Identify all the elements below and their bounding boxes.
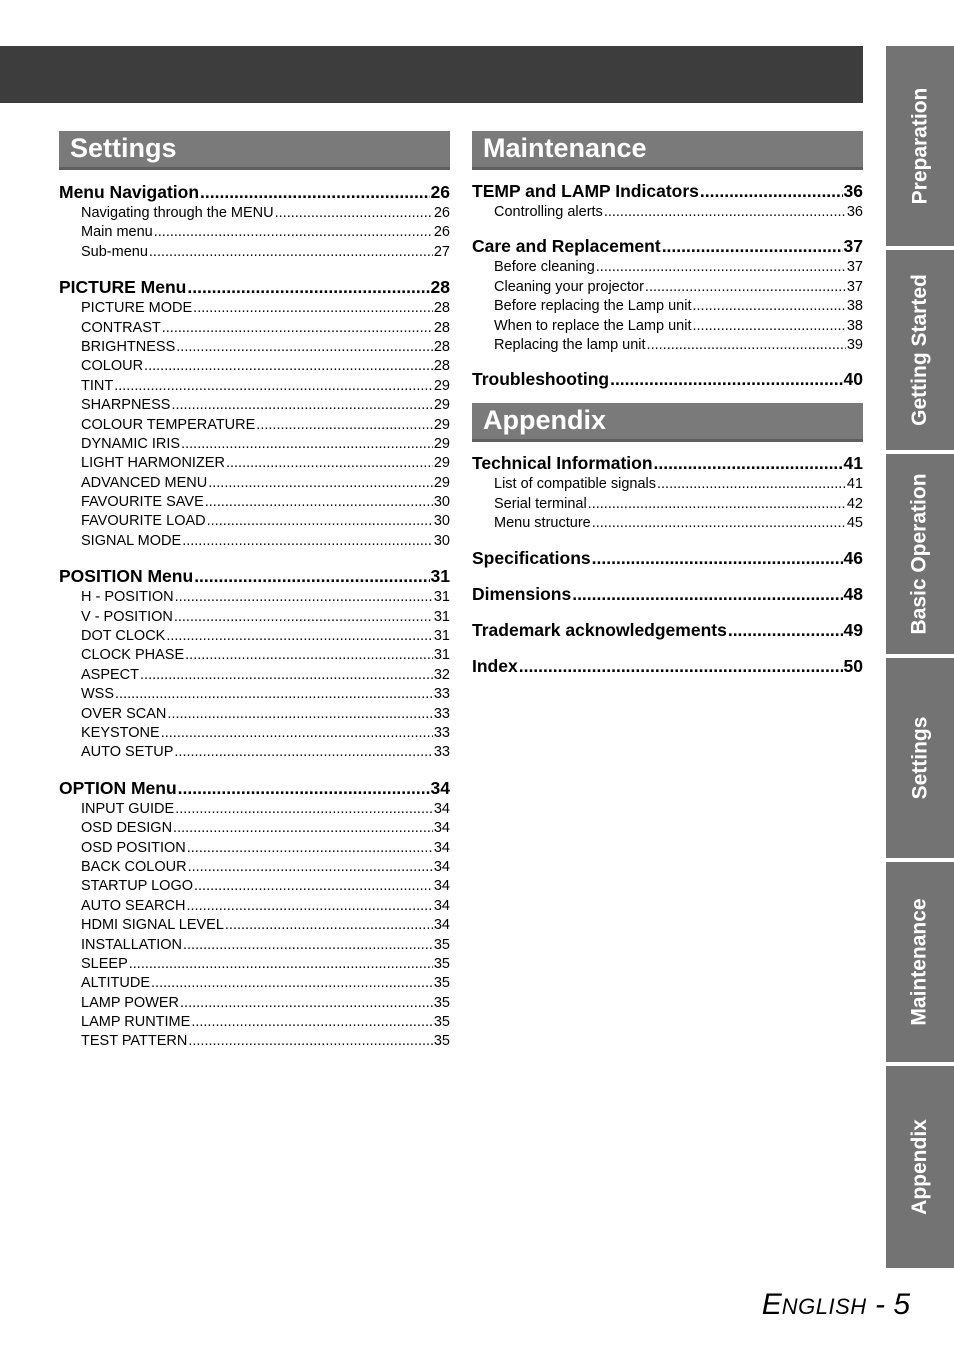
right-column xyxy=(472,131,863,678)
dot-leader xyxy=(166,627,433,646)
dot-leader xyxy=(187,839,433,858)
toc-entry-title: CLOCK PHASE xyxy=(81,647,185,664)
toc-page-number: 28 xyxy=(433,300,450,317)
toc-item[interactable] xyxy=(59,588,450,607)
toc-heading[interactable] xyxy=(59,564,450,588)
dot-leader xyxy=(161,724,433,743)
toc-page-number: 37 xyxy=(846,278,863,295)
toc-entry-title: BRIGHTNESS xyxy=(81,338,176,355)
toc-page-number: 34 xyxy=(433,839,450,856)
toc-page-number: 31 xyxy=(433,647,450,664)
toc-group xyxy=(472,546,863,570)
toc-item[interactable] xyxy=(472,258,863,277)
toc-item[interactable] xyxy=(59,1032,450,1051)
toc-page-number: 30 xyxy=(433,532,450,549)
dot-leader xyxy=(693,297,846,316)
toc-entry-title: BACK COLOUR xyxy=(81,858,187,875)
dot-leader xyxy=(657,475,846,494)
toc-page-number: 35 xyxy=(433,936,450,953)
toc-page-number: 29 xyxy=(433,397,450,414)
toc-item[interactable] xyxy=(59,936,450,955)
toc-page-number: 26 xyxy=(433,205,450,221)
toc-entry-title: OPTION Menu xyxy=(59,777,177,798)
toc-item[interactable] xyxy=(59,627,450,646)
toc-heading[interactable] xyxy=(472,367,863,391)
toc-page-number: 33 xyxy=(433,705,450,722)
toc-group xyxy=(472,582,863,606)
dot-leader xyxy=(188,858,433,877)
dot-leader xyxy=(604,203,846,222)
dot-leader xyxy=(700,179,843,203)
toc-item[interactable] xyxy=(59,357,450,376)
toc-heading[interactable] xyxy=(59,776,450,800)
toc-entry-title: ALTITUDE xyxy=(81,975,151,992)
toc-item[interactable] xyxy=(59,897,450,916)
toc-page-number: 48 xyxy=(843,583,863,604)
toc-group xyxy=(59,564,450,763)
dot-leader xyxy=(176,338,433,357)
section-title-settings: Settings xyxy=(59,131,450,170)
toc-page-number: 34 xyxy=(430,777,450,798)
toc-entry-title: Care and Replacement xyxy=(472,236,661,257)
toc-entry-title: V - POSITION xyxy=(81,608,173,625)
toc-heading[interactable] xyxy=(472,234,863,258)
toc-item[interactable] xyxy=(59,319,450,338)
toc-group xyxy=(472,367,863,391)
toc-entry-title: LAMP POWER xyxy=(81,994,180,1011)
dot-leader xyxy=(728,618,843,642)
toc-entry-title: Replacing the lamp unit xyxy=(494,336,646,353)
toc-page-number: 31 xyxy=(430,566,450,587)
toc-page-number: 40 xyxy=(843,369,863,390)
dot-leader xyxy=(645,278,846,297)
toc-item[interactable] xyxy=(59,800,450,819)
dot-leader xyxy=(193,299,433,318)
toc-entry-title: OVER SCAN xyxy=(81,705,167,722)
toc-entry-title: TINT xyxy=(81,377,114,394)
toc-page-number: 35 xyxy=(433,955,450,972)
tab-appendix[interactable] xyxy=(886,1066,954,1268)
toc-item[interactable] xyxy=(59,396,450,415)
toc-group xyxy=(59,275,450,551)
toc-heading[interactable] xyxy=(472,546,863,570)
toc-entry-title: WSS xyxy=(81,686,115,703)
section-title-appendix: Appendix xyxy=(472,403,863,442)
toc-entry-title: List of compatible signals xyxy=(494,476,656,493)
dot-leader xyxy=(205,493,433,512)
toc-heading[interactable] xyxy=(472,618,863,642)
dot-leader xyxy=(275,204,433,223)
toc-entry-title: PICTURE MODE xyxy=(81,300,193,317)
tab-label: Settings xyxy=(908,716,931,800)
toc-page-number: 29 xyxy=(433,455,450,472)
toc-item[interactable] xyxy=(59,204,450,223)
toc-entry-title: SLEEP xyxy=(81,955,128,972)
toc-group xyxy=(59,776,450,1052)
toc-entry-title: KEYSTONE xyxy=(81,724,160,741)
tab-preparation[interactable] xyxy=(886,46,954,246)
toc-item[interactable] xyxy=(59,532,450,551)
toc-entry-title: INPUT GUIDE xyxy=(81,800,175,817)
toc-page-number: 29 xyxy=(433,474,450,491)
toc-entry-title: CONTRAST xyxy=(81,319,161,336)
toc-entry-title: DYNAMIC IRIS xyxy=(81,435,181,452)
toc-page-number: 50 xyxy=(843,655,863,676)
toc-page-number: 26 xyxy=(430,182,450,202)
toc-page-number: 42 xyxy=(846,495,863,512)
dot-leader xyxy=(226,454,433,473)
toc-page-number: 27 xyxy=(433,243,450,260)
toc-heading[interactable] xyxy=(59,180,450,204)
tab-maintenance[interactable] xyxy=(886,862,954,1062)
tab-getting-started[interactable] xyxy=(886,250,954,450)
toc-page-number: 31 xyxy=(433,608,450,625)
tab-label: Maintenance xyxy=(908,898,932,1026)
dot-leader xyxy=(174,743,432,762)
toc-entry-title: AUTO SETUP xyxy=(81,744,174,761)
tab-label: Appendix xyxy=(908,1119,932,1215)
toc-page-number: 30 xyxy=(433,513,450,530)
toc-entry-title: Serial terminal xyxy=(494,495,587,512)
toc-page-number: 34 xyxy=(433,878,450,895)
toc-entry-title: Before cleaning xyxy=(494,259,595,276)
toc-entry-title: LIGHT HARMONIZER xyxy=(81,455,225,472)
page-footer xyxy=(762,1288,910,1322)
dot-leader xyxy=(174,608,433,627)
footer-separator: - xyxy=(866,1288,894,1321)
toc-page-number: 28 xyxy=(433,319,450,336)
toc-heading[interactable] xyxy=(59,275,450,299)
toc-page-number: 29 xyxy=(433,377,450,394)
toc-entry-title: POSITION Menu xyxy=(59,566,194,587)
toc-page-number: 35 xyxy=(433,975,450,992)
dot-leader xyxy=(154,223,433,242)
toc-entry-title: Dimensions xyxy=(472,583,572,604)
dot-leader xyxy=(194,564,429,588)
toc-item[interactable] xyxy=(59,743,450,762)
dot-leader xyxy=(173,819,433,838)
dot-leader xyxy=(187,275,429,299)
toc-page-number: 31 xyxy=(433,628,450,645)
dot-leader xyxy=(572,582,842,606)
dot-leader xyxy=(151,974,433,993)
toc-entry-title: SIGNAL MODE xyxy=(81,532,182,549)
toc-entry-title: TEMP and LAMP Indicators xyxy=(472,181,699,201)
dot-leader xyxy=(596,258,846,277)
dot-leader xyxy=(171,396,432,415)
dot-leader xyxy=(167,705,432,724)
toc-page-number: 32 xyxy=(433,666,450,683)
dot-leader xyxy=(182,532,433,551)
dot-leader xyxy=(191,1013,433,1032)
dot-leader xyxy=(188,1032,433,1051)
dot-leader xyxy=(178,776,430,800)
dot-leader xyxy=(208,474,433,493)
toc-entry-title: INSTALLATION xyxy=(81,936,182,953)
dot-leader xyxy=(592,514,846,533)
toc-entry-title: When to replace the Lamp unit xyxy=(494,317,692,334)
toc-page-number: 37 xyxy=(843,236,863,257)
toc-item[interactable] xyxy=(59,243,450,262)
dot-leader xyxy=(129,955,433,974)
toc-entry-title: Main menu xyxy=(81,224,153,241)
toc-group xyxy=(472,179,863,222)
footer-language-initial: E xyxy=(761,1288,782,1321)
toc-item[interactable] xyxy=(59,377,450,396)
dot-leader xyxy=(183,936,433,955)
toc-entry-title: Navigating through the MENU xyxy=(81,205,274,221)
toc-page-number: 46 xyxy=(843,547,863,568)
toc-page-number: 33 xyxy=(433,686,450,703)
toc-page-number: 34 xyxy=(433,897,450,914)
toc-item[interactable] xyxy=(59,646,450,665)
dot-leader xyxy=(662,234,843,258)
toc-item[interactable] xyxy=(59,338,450,357)
dot-leader xyxy=(200,180,430,204)
toc-page-number: 45 xyxy=(846,515,863,532)
toc-page-number: 35 xyxy=(433,1033,450,1050)
toc-page-number: 33 xyxy=(433,744,450,761)
toc-page-number: 38 xyxy=(846,317,863,334)
toc-item[interactable] xyxy=(59,608,450,627)
toc-item[interactable] xyxy=(59,299,450,318)
toc-group xyxy=(59,180,450,262)
toc-entry-title: Sub-menu xyxy=(81,243,148,260)
toc-page-number: 33 xyxy=(433,724,450,741)
footer-language-rest: NGLISH xyxy=(781,1294,867,1319)
toc-entry-title: LAMP RUNTIME xyxy=(81,1014,191,1031)
toc-item[interactable] xyxy=(59,512,450,531)
toc-page-number: 35 xyxy=(433,994,450,1011)
toc-item[interactable] xyxy=(59,454,450,473)
toc-heading[interactable] xyxy=(472,654,863,678)
toc-page-number: 35 xyxy=(433,1014,450,1031)
toc-group xyxy=(472,618,863,642)
dot-leader xyxy=(144,357,433,376)
toc-entry-title: ASPECT xyxy=(81,666,140,683)
toc-item[interactable] xyxy=(59,974,450,993)
toc-page-number: 36 xyxy=(846,204,863,220)
toc-item[interactable] xyxy=(59,223,450,242)
dot-leader xyxy=(207,512,433,531)
dot-leader xyxy=(692,317,845,336)
toc-heading[interactable] xyxy=(472,179,863,203)
toc-entry-title: Trademark acknowledgements xyxy=(472,619,727,640)
toc-entry-title: OSD DESIGN xyxy=(81,820,173,837)
toc-entry-title: FAVOURITE SAVE xyxy=(81,494,204,511)
toc-page-number: 30 xyxy=(433,494,450,511)
toc-page-number: 41 xyxy=(843,453,863,474)
dot-leader xyxy=(175,800,433,819)
header-bar xyxy=(0,46,863,103)
toc-page-number: 28 xyxy=(433,358,450,375)
dot-leader xyxy=(592,546,843,570)
toc-item[interactable] xyxy=(472,203,863,222)
settings-column xyxy=(59,131,450,1052)
toc-item[interactable] xyxy=(59,858,450,877)
toc-entry-title: PICTURE Menu xyxy=(59,277,187,298)
section-title-maintenance: Maintenance xyxy=(472,131,863,170)
toc-item[interactable] xyxy=(472,495,863,514)
toc-item[interactable] xyxy=(472,514,863,533)
toc-item[interactable] xyxy=(59,724,450,743)
toc-entry-title: ADVANCED MENU xyxy=(81,474,208,491)
toc-item[interactable] xyxy=(59,493,450,512)
toc-page-number: 34 xyxy=(433,800,450,817)
toc-group xyxy=(472,451,863,533)
dot-leader xyxy=(256,416,433,435)
toc-heading[interactable] xyxy=(472,582,863,606)
dot-leader xyxy=(588,495,846,514)
toc-item[interactable] xyxy=(59,819,450,838)
toc-page-number: 49 xyxy=(843,619,863,640)
tab-basic-operation[interactable] xyxy=(886,454,954,654)
toc-entry-title: Cleaning your projector xyxy=(494,278,644,295)
toc-item[interactable] xyxy=(59,705,450,724)
toc-entry-title: HDMI SIGNAL LEVEL xyxy=(81,917,224,934)
toc-entry-title: Controlling alerts xyxy=(494,204,603,220)
toc-item[interactable] xyxy=(59,955,450,974)
tab-label: Preparation xyxy=(908,87,932,205)
toc-entry-title: OSD POSITION xyxy=(81,839,186,856)
dot-leader xyxy=(180,994,433,1013)
tab-label: Basic Operation xyxy=(908,473,931,635)
dot-leader xyxy=(140,666,433,685)
toc-entry-title: FAVOURITE LOAD xyxy=(81,513,206,530)
dot-leader xyxy=(162,319,433,338)
dot-leader xyxy=(185,646,433,665)
footer-page-number: 5 xyxy=(893,1288,910,1321)
toc-entry-title: Before replacing the Lamp unit xyxy=(494,298,692,315)
toc-page-number: 26 xyxy=(433,224,450,241)
dot-leader xyxy=(181,435,433,454)
dot-leader xyxy=(654,451,843,475)
toc-page-number: 28 xyxy=(430,277,450,298)
toc-item[interactable] xyxy=(472,475,863,494)
toc-item[interactable] xyxy=(59,839,450,858)
dot-leader xyxy=(115,685,433,704)
toc-entry-title: STARTUP LOGO xyxy=(81,878,193,895)
toc-entry-title: H - POSITION xyxy=(81,589,174,606)
maintenance-toc xyxy=(472,179,863,391)
toc-entry-title: Troubleshooting xyxy=(472,369,610,390)
toc-item[interactable] xyxy=(59,994,450,1013)
toc-page-number: 34 xyxy=(433,858,450,875)
dot-leader xyxy=(149,243,433,262)
toc-entry-title: Technical Information xyxy=(472,453,653,474)
dot-leader xyxy=(647,336,846,355)
toc-item[interactable] xyxy=(59,685,450,704)
toc-item[interactable] xyxy=(59,1013,450,1032)
toc-page-number: 41 xyxy=(846,476,863,493)
settings-toc xyxy=(59,180,450,1052)
toc-entry-title: Index xyxy=(472,655,518,676)
toc-item[interactable] xyxy=(472,278,863,297)
tab-settings[interactable] xyxy=(886,658,954,858)
toc-entry-title: AUTO SEARCH xyxy=(81,897,186,914)
toc-page-number: 29 xyxy=(433,435,450,452)
toc-item[interactable] xyxy=(59,474,450,493)
toc-page-number: 34 xyxy=(433,820,450,837)
toc-page-number: 31 xyxy=(433,589,450,606)
toc-entry-title: Menu Navigation xyxy=(59,182,200,202)
toc-page-number: 39 xyxy=(846,336,863,353)
toc-entry-title: SHARPNESS xyxy=(81,397,171,414)
toc-item[interactable] xyxy=(472,317,863,336)
toc-entry-title: COLOUR xyxy=(81,358,144,375)
toc-item[interactable] xyxy=(59,416,450,435)
tab-label: Getting Started xyxy=(908,274,931,426)
toc-item[interactable] xyxy=(59,916,450,935)
dot-leader xyxy=(225,916,433,935)
dot-leader xyxy=(610,367,842,391)
appendix-toc xyxy=(472,451,863,677)
toc-heading[interactable] xyxy=(472,451,863,475)
dot-leader xyxy=(114,377,433,396)
toc-group xyxy=(472,654,863,678)
toc-group xyxy=(472,234,863,355)
dot-leader xyxy=(186,897,432,916)
toc-page-number: 37 xyxy=(846,259,863,276)
toc-item[interactable] xyxy=(59,435,450,454)
toc-item[interactable] xyxy=(59,666,450,685)
toc-page-number: 36 xyxy=(843,181,863,201)
dot-leader xyxy=(519,654,843,678)
toc-item[interactable] xyxy=(472,336,863,355)
toc-page-number: 38 xyxy=(846,298,863,315)
toc-page-number: 29 xyxy=(433,416,450,433)
toc-page-number: 34 xyxy=(433,917,450,934)
toc-entry-title: Specifications xyxy=(472,547,591,568)
toc-entry-title: COLOUR TEMPERATURE xyxy=(81,416,256,433)
toc-page-number: 28 xyxy=(433,338,450,355)
dot-leader xyxy=(194,877,433,896)
toc-entry-title: Menu structure xyxy=(494,515,591,532)
dot-leader xyxy=(175,588,433,607)
toc-item[interactable] xyxy=(472,297,863,316)
toc-entry-title: DOT CLOCK xyxy=(81,628,166,645)
toc-entry-title: TEST PATTERN xyxy=(81,1033,188,1050)
toc-item[interactable] xyxy=(59,877,450,896)
